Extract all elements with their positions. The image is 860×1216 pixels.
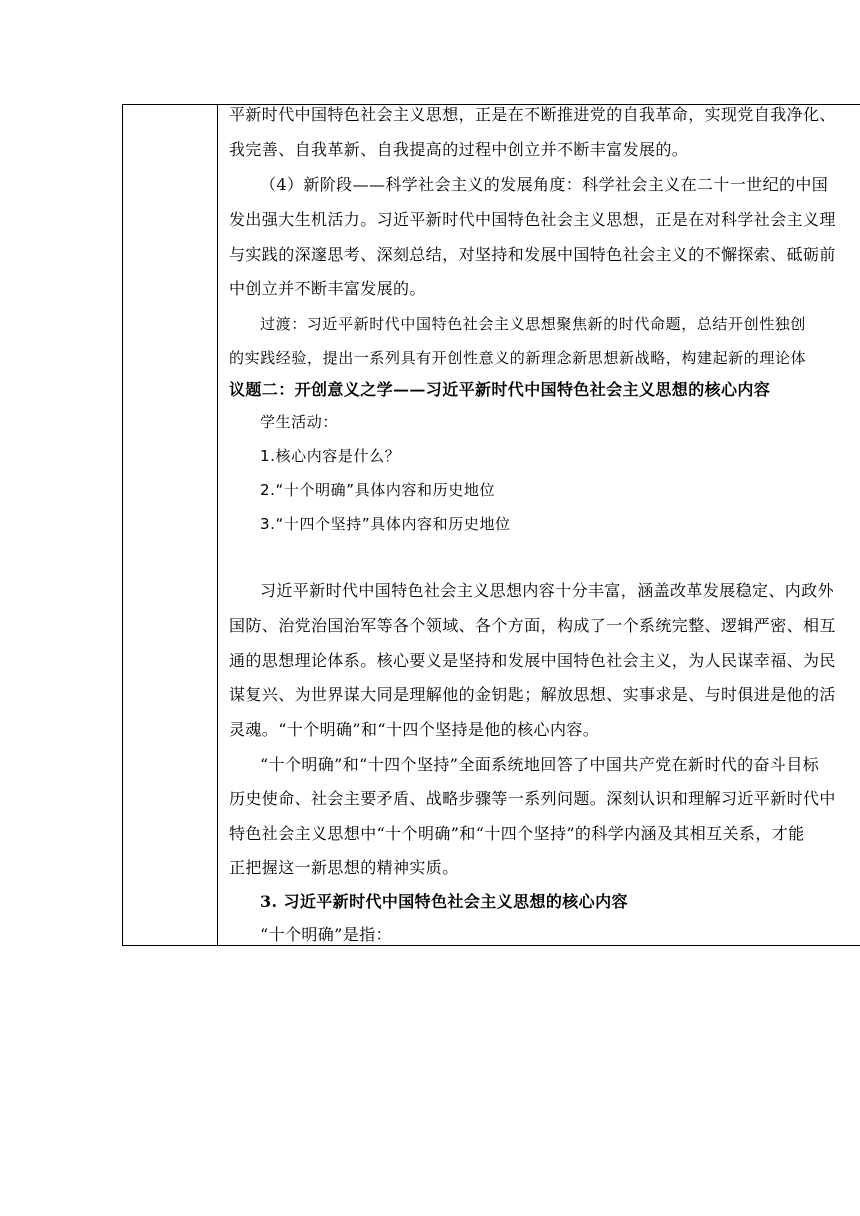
text-line: （4）新阶段——科学社会主义的发展角度：科学社会主义在二十一世纪的中国 [260,175,829,194]
activity-item: 2.“十个明确”具体内容和历史地位 [260,481,496,499]
lesson-table [122,104,860,946]
text-line: 灵魂。“十个明确”和“十四个坚持是他的核心内容。 [229,720,600,739]
text-line: 习近平新时代中国特色社会主义思想内容十分丰富，涵盖改革发展稳定、内政外 [260,581,835,600]
text-line: 中创立并不断丰富发展的。 [229,279,426,298]
text-line: 正把握这一新思想的精神实质。 [229,858,459,877]
text-line: 平新时代中国特色社会主义思想，正是在不断推进党的自我革命，实现党自我净化、 [229,105,836,124]
transition-line: 过渡：习近平新时代中国特色社会主义思想聚焦新的时代命题，总结开创性独创 [260,315,807,333]
text-line: 国防、治党治国治军等各个领域、各个方面，构成了一个系统完整、逻辑严密、相互 [229,616,836,635]
text-line: 谋复兴、为世界谋大同是理解他的金钥匙；解放思想、实事求是、与时俱进是他的活 [229,685,836,704]
activity-item: 3.“十四个坚持”具体内容和历史地位 [260,515,511,533]
section-heading: 议题二：开创意义之学——习近平新时代中国特色社会主义思想的核心内容 [229,380,771,399]
text-line: 通的思想理论体系。核心要义是坚持和发展中国特色社会主义，为人民谋幸福、为民 [229,651,836,670]
column-divider [217,105,218,945]
text-line: 与实践的深邃思考、深刻总结，对坚持和发展中国特色社会主义的不懈探索、砥砺前 [229,245,836,264]
subsection-heading: 3. 习近平新时代中国特色社会主义思想的核心内容 [260,892,628,911]
text-line: 历史使命、社会主要矛盾、战略步骤等一系列问题。深刻认识和理解习近平新时代中 [229,789,836,808]
activity-item: 1.核心内容是什么？ [260,447,401,465]
text-line: “十个明确”是指： [260,925,392,944]
text-line: 特色社会主义思想中“十个明确”和“十四个坚持”的科学内涵及其相互关系，才能 [229,824,805,843]
text-line: “十个明确”和“十四个坚持”全面系统地回答了中国共产党在新时代的奋斗目标 [260,755,820,774]
text-line: 我完善、自我革新、自我提高的过程中创立并不断丰富发展的。 [229,140,689,159]
transition-line: 的实践经验，提出一系列具有开创性意义的新理念新思想新战略，构建起新的理论体 [229,349,807,367]
activity-title: 学生活动： [260,413,339,431]
text-line: 发出强大生机活力。习近平新时代中国特色社会主义思想，正是在对科学社会主义理 [229,210,836,229]
